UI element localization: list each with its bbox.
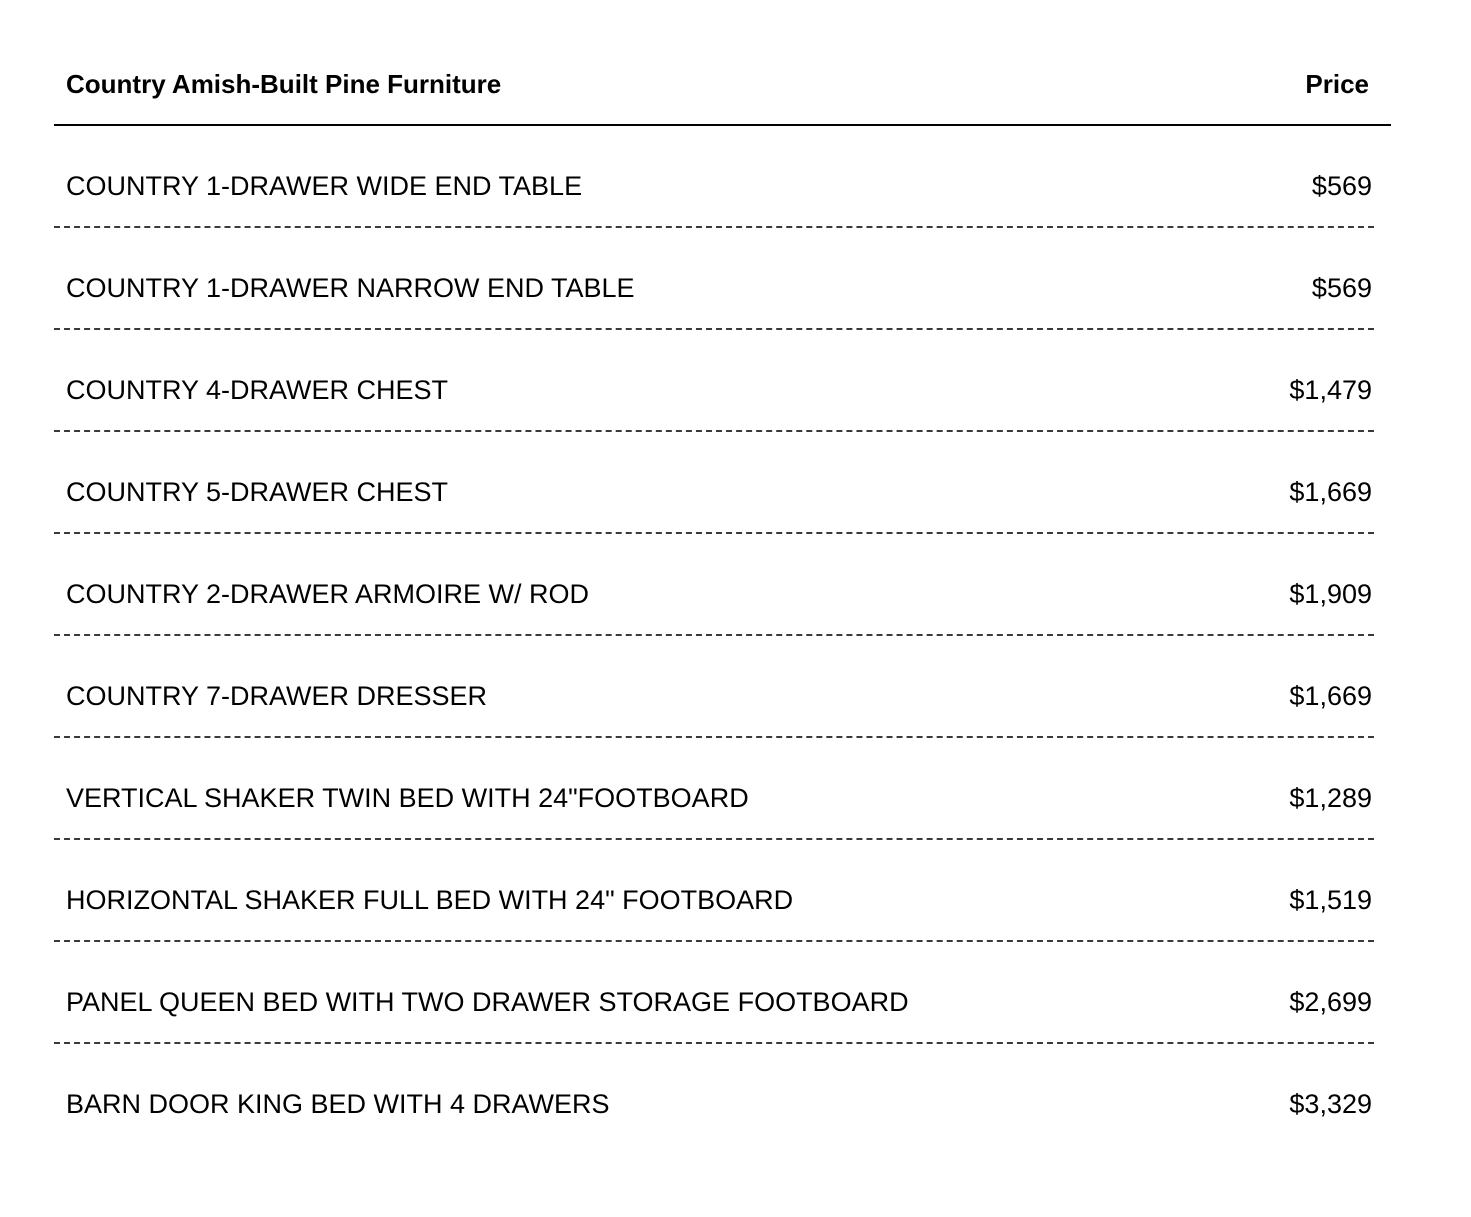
- item-price: $3,329: [1289, 1089, 1372, 1119]
- item-price: $569: [1311, 273, 1372, 303]
- item-price: $2,699: [1289, 987, 1372, 1017]
- item-name: COUNTRY 5-DRAWER CHEST: [66, 477, 449, 507]
- item-price: $1,669: [1289, 681, 1372, 711]
- item-price: $1,909: [1289, 579, 1372, 609]
- price-table: [54, 0, 1391, 1119]
- item-name: HORIZONTAL SHAKER FULL BED WITH 24" FOOTBOARD: [66, 885, 794, 915]
- table-row: [54, 126, 1374, 228]
- item-name: COUNTRY 2-DRAWER ARMOIRE W/ ROD: [66, 579, 590, 609]
- item-price: $1,289: [1289, 783, 1372, 813]
- item-price: $1,479: [1289, 375, 1372, 405]
- table-row: [54, 1044, 1374, 1146]
- price-column-header: Price: [1305, 69, 1369, 99]
- item-price: $1,669: [1289, 477, 1372, 507]
- item-name: PANEL QUEEN BED WITH TWO DRAWER STORAGE FOOTBOARD: [66, 987, 909, 1017]
- item-name: BARN DOOR KING BED WITH 4 DRAWERS: [66, 1089, 610, 1119]
- table-row: [54, 942, 1374, 1044]
- table-row: [54, 228, 1374, 330]
- table-title: Country Amish-Built Pine Furniture: [66, 69, 502, 99]
- table-row: [54, 840, 1374, 942]
- item-name: COUNTRY 1-DRAWER NARROW END TABLE: [66, 273, 635, 303]
- item-price: $1,519: [1289, 885, 1372, 915]
- table-header: [54, 0, 1391, 126]
- item-name: COUNTRY 1-DRAWER WIDE END TABLE: [66, 171, 583, 201]
- item-price: $569: [1311, 171, 1372, 201]
- item-name: COUNTRY 4-DRAWER CHEST: [66, 375, 449, 405]
- table-row: [54, 330, 1374, 432]
- item-name: VERTICAL SHAKER TWIN BED WITH 24"FOOTBOARD: [66, 783, 749, 813]
- table-row: [54, 636, 1374, 738]
- item-name: COUNTRY 7-DRAWER DRESSER: [66, 681, 488, 711]
- table-row: [54, 432, 1374, 534]
- table-row: [54, 534, 1374, 636]
- table-rows: [54, 126, 1374, 1146]
- table-row: [54, 738, 1374, 840]
